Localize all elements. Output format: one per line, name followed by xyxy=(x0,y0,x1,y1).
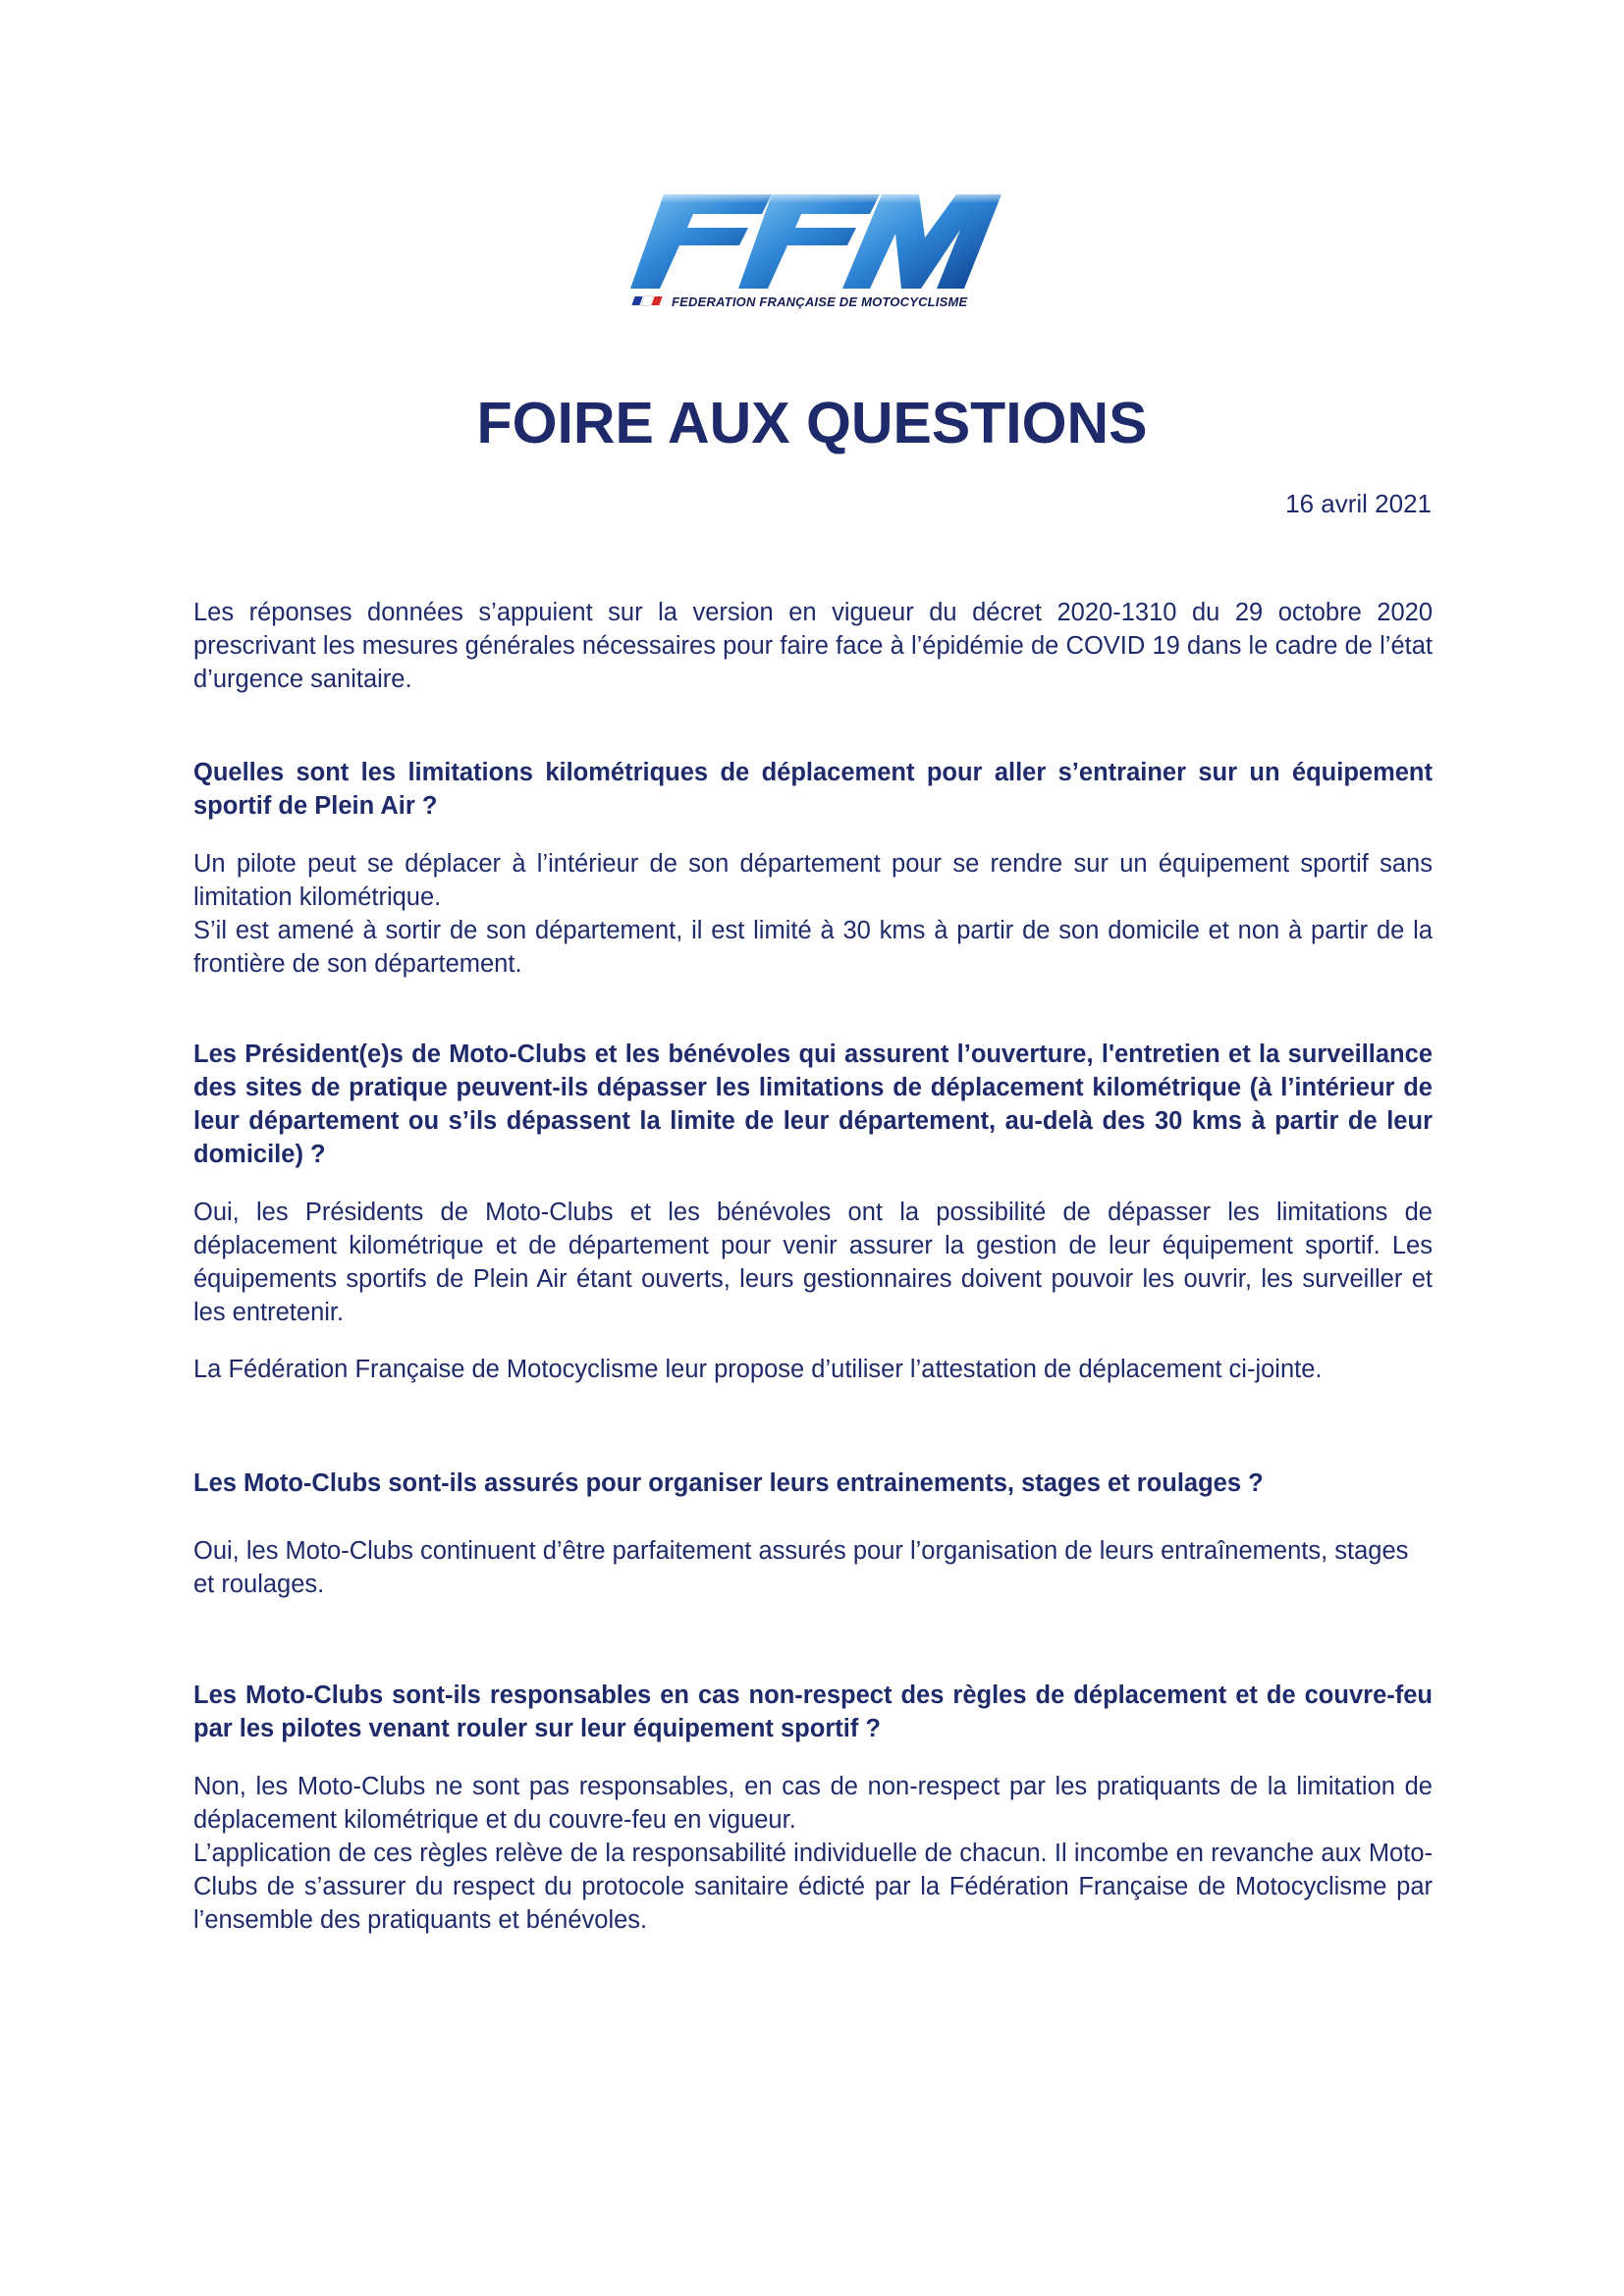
faq-question-2: Les Président(e)s de Moto-Clubs et les bénévoles qui assurent l’ouverture, l'entretien et la surveillance des sites de pratique peuvent-ils dépasser les limitations de déplacement kilométrique (à l’intérieur de leur département ou s’ils dépassent la limite de leur département, au-delà des 30 kms à partir de leur domicile) ? xyxy=(193,1041,1433,1168)
faq-answer-4b: L’application de ces règles relève de la responsabilité individuelle de chacun. Il incombe en revanche aux Moto-Clubs de s’assurer du respect du protocole sanitaire édicté par la Fédération Française de Motocyclisme par l’ensemble des pratiquants et bénévoles. xyxy=(193,1840,1433,1934)
faq-question-3: Les Moto-Clubs sont-ils assurés pour organiser leurs entrainements, stages et roulages ? xyxy=(193,1469,1264,1497)
page-title: FOIRE AUX QUESTIONS xyxy=(476,391,1148,455)
faq-answer-1a: Un pilote peut se déplacer à l’intérieur de son département pour se rendre sur un équipement sportif sans limitation kilométrique. xyxy=(193,850,1433,911)
faq-answer-4a: Non, les Moto-Clubs ne sont pas responsables, en cas de non-respect par les pratiquants de la limitation de déplacement kilométrique et du couvre-feu en vigueur. xyxy=(193,1773,1433,1834)
ffm-logo xyxy=(624,188,1005,316)
ffm-logo-icon xyxy=(624,188,1005,296)
document-date: 16 avril 2021 xyxy=(1285,489,1432,518)
tricolor-flag-icon xyxy=(633,296,667,305)
faq-answer-2a: Oui, les Présidents de Moto-Clubs et les bénévoles ont la possibilité de dépasser les limitations de déplacement kilométrique et de département pour venir assurer la gestion de leur équipement sportif. Les équipements sportifs de Plein Air étant ouverts, leurs gestionnaires doivent pouvoir les ouvrir, les surveiller et les entretenir. xyxy=(193,1199,1433,1326)
faq-question-1: Quelles sont les limitations kilométriques de déplacement pour aller s’entrainer sur un équipement sportif de Plein Air ? xyxy=(193,759,1433,820)
faq-answer-3: Oui, les Moto-Clubs continuent d’être parfaitement assurés pour l’organisation de leurs entraînements, stages et roulages. xyxy=(193,1537,1409,1598)
intro-paragraph: Les réponses données s’appuient sur la version en vigueur du décret 2020-1310 du 29 octobre 2020 prescrivant les mesures générales nécessaires pour faire face à l’épidémie de COVID 19 dans le cadre de l’état d’urgence sanitaire. xyxy=(193,599,1433,693)
logo-caption: FEDERATION FRANÇAISE DE MOTOCYCLISME xyxy=(672,294,968,309)
faq-answer-1b: S’il est amené à sortir de son département, il est limité à 30 kms à partir de son domicile et non à partir de la frontière de son département. xyxy=(193,917,1433,978)
faq-answer-2b: La Fédération Française de Motocyclisme leur propose d’utiliser l’attestation de déplacement ci-jointe. xyxy=(193,1356,1323,1383)
faq-question-4: Les Moto-Clubs sont-ils responsables en cas non-respect des règles de déplacement et de couvre-feu par les pilotes venant rouler sur leur équipement sportif ? xyxy=(193,1682,1433,1742)
